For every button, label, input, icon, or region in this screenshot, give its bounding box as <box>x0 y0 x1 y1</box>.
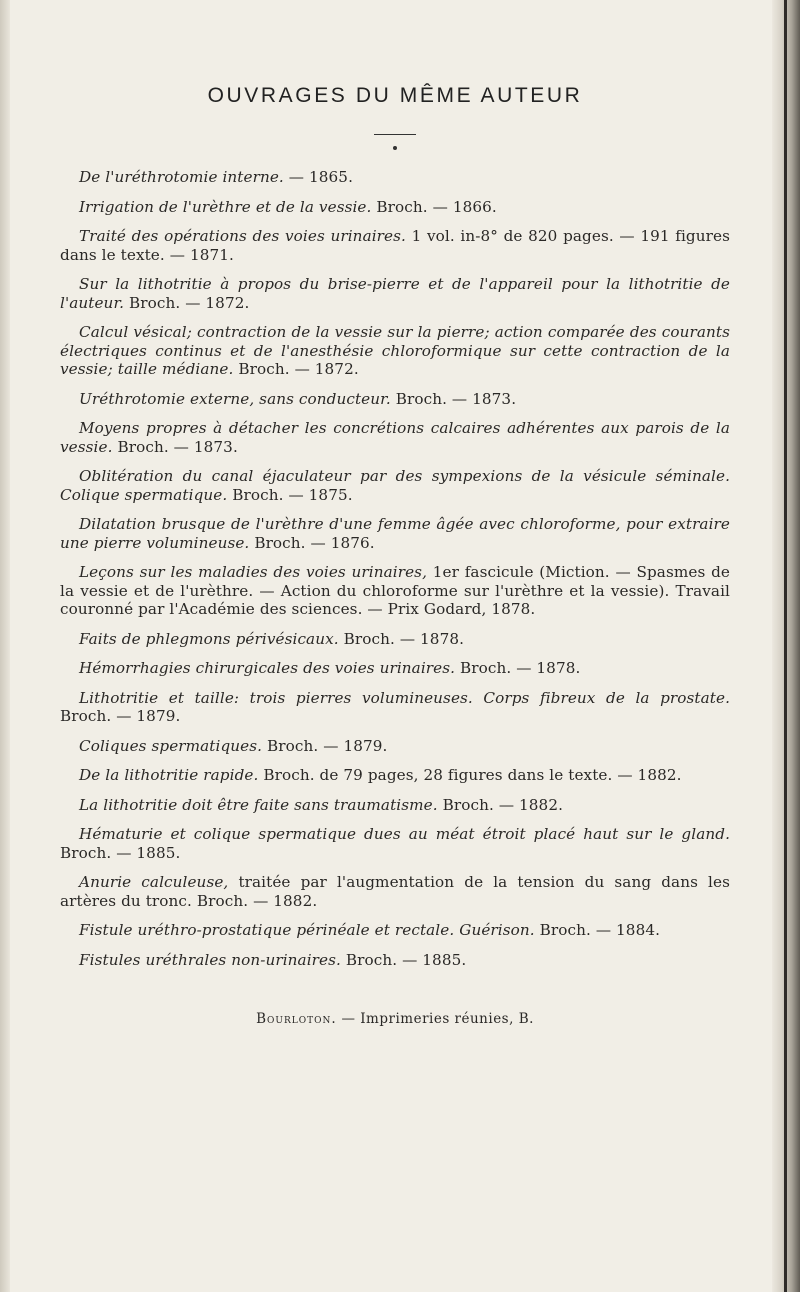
entry-details: Broch. — 1873. <box>395 389 517 408</box>
entry-title: Leçons sur les maladies des voies urinaires, <box>79 563 428 581</box>
entry-details: Broch. — 1872. <box>238 360 359 378</box>
entry-details: 1 vol. in-8° de 820 pages. — 191 figures dans le texte. — 1871. <box>60 227 730 264</box>
entry-title: Traité des opérations des voies urinaires. <box>79 227 406 245</box>
printer-details: — Imprimeries réunies, B. <box>341 1011 534 1027</box>
bibliography-entry <box>60 873 730 910</box>
bibliography-list <box>60 168 730 969</box>
entry-details: Broch. — 1885. <box>60 843 181 862</box>
entry-title: De l'uréthrotomie interne. <box>79 168 284 186</box>
entry-title: Hématurie et colique spermatique dues au méat étroit placé haut sur le gland. <box>79 825 730 843</box>
entry-details: Broch. — 1876. <box>254 533 375 552</box>
printer-name: Bourloton. <box>256 1011 337 1027</box>
printer-imprint <box>60 1011 730 1027</box>
bibliography-entry <box>60 796 730 815</box>
bibliography-entry <box>60 921 730 940</box>
bibliography-entry <box>60 419 730 456</box>
bibliography-entry <box>60 630 730 649</box>
bibliography-entry <box>60 227 730 264</box>
entry-title: Calcul vésical; contraction de la vessie sur la pierre; action comparée des courants électriques continus et de l'anesthésie chloroformique sur cette contraction de la vessie; taille médiane. <box>60 323 730 378</box>
entry-details: Broch. — 1882. <box>442 795 564 814</box>
entry-title: Faits de phlegmons périvésicaux. <box>79 629 339 648</box>
entry-details: Broch. — 1878. <box>460 659 581 677</box>
entry-title: Lithotritie et taille: trois pierres volumineuses. Corps fibreux de la prostate. <box>79 688 730 707</box>
entry-details: Broch. — 1885. <box>345 950 467 969</box>
entry-title: Anurie calculeuse, <box>79 873 229 891</box>
entry-details: Broch. — 1879. <box>60 707 181 725</box>
entry-details: Broch. — 1873. <box>117 437 238 456</box>
bibliography-entry <box>60 275 730 312</box>
entry-details: Broch. — 1866. <box>376 197 497 216</box>
entry-title: Sur la lithotritie à propos du brise-pierre et de l'appareil pour la lithotritie de l'auteur. <box>60 275 730 312</box>
bibliography-entry <box>60 659 730 678</box>
bibliography-entry <box>60 168 730 187</box>
page-fold-line <box>784 0 787 1292</box>
entry-details: — 1865. <box>288 168 353 186</box>
bibliography-entry <box>60 766 730 785</box>
bibliography-entry <box>60 198 730 217</box>
entry-details: traitée par l'augmentation de la tension du sang dans les artères du tronc. Broch. — 1882. <box>60 873 730 910</box>
entry-details: Broch. — 1872. <box>129 293 250 312</box>
bibliography-entry <box>60 689 730 726</box>
bibliography-entry <box>60 323 730 379</box>
bibliography-entry <box>60 563 730 619</box>
bibliography-entry <box>60 515 730 552</box>
entry-details: Broch. — 1878. <box>343 629 465 648</box>
bibliography-entry <box>60 951 730 970</box>
entry-details: Broch. — 1875. <box>232 485 353 504</box>
ornament-dot <box>393 146 397 150</box>
entry-details: Broch. — 1879. <box>267 736 388 755</box>
entry-title: Fistules uréthrales non-urinaires. <box>79 950 341 969</box>
entry-title: Hémorrhagies chirurgicales des voies urinaires. <box>79 659 456 677</box>
entry-title: Dilatation brusque de l'urèthre d'une femme âgée avec chloroforme, pour extraire une pierre volumineuse. <box>60 515 730 552</box>
entry-title: Moyens propres à détacher les concrétions calcaires adhérentes aux parois de la vessie. <box>60 419 730 456</box>
entry-details: 1er fascicule (Miction. — Spasmes de la vessie et de l'urèthre. — Action du chloroforme sur l'urèthre et la vessie). Travail couronné par l'Académie des sciences. — Prix Godard, 1878. <box>60 563 730 618</box>
entry-title: Irrigation de l'urèthre et de la vessie. <box>79 197 372 216</box>
page-content <box>60 84 730 980</box>
entry-title: Oblitération du canal éjaculateur par des sympexions de la vésicule séminale. Colique spermatique. <box>60 467 730 504</box>
entry-title: La lithotritie doit être faite sans traumatisme. <box>79 795 438 814</box>
entry-title: Coliques spermatiques. <box>79 736 263 755</box>
ornament-rule <box>374 134 416 135</box>
entry-title: Fistule uréthro-prostatique périnéale et rectale. Guérison. <box>79 921 535 939</box>
entry-title: Uréthrotomie externe, sans conducteur. <box>79 389 391 408</box>
bibliography-entry <box>60 737 730 756</box>
title-ornament <box>60 124 730 150</box>
page-left-edge <box>0 0 10 1292</box>
page-title: OUVRAGES DU MÊME AUTEUR <box>207 84 583 107</box>
entry-details: Broch. — 1884. <box>539 921 661 939</box>
bibliography-entry <box>60 467 730 504</box>
entry-title: De la lithotritie rapide. <box>79 766 259 784</box>
bibliography-entry <box>60 825 730 862</box>
entry-details: Broch. de 79 pages, 28 figures dans le texte. — 1882. <box>263 766 682 784</box>
bibliography-entry <box>60 390 730 409</box>
